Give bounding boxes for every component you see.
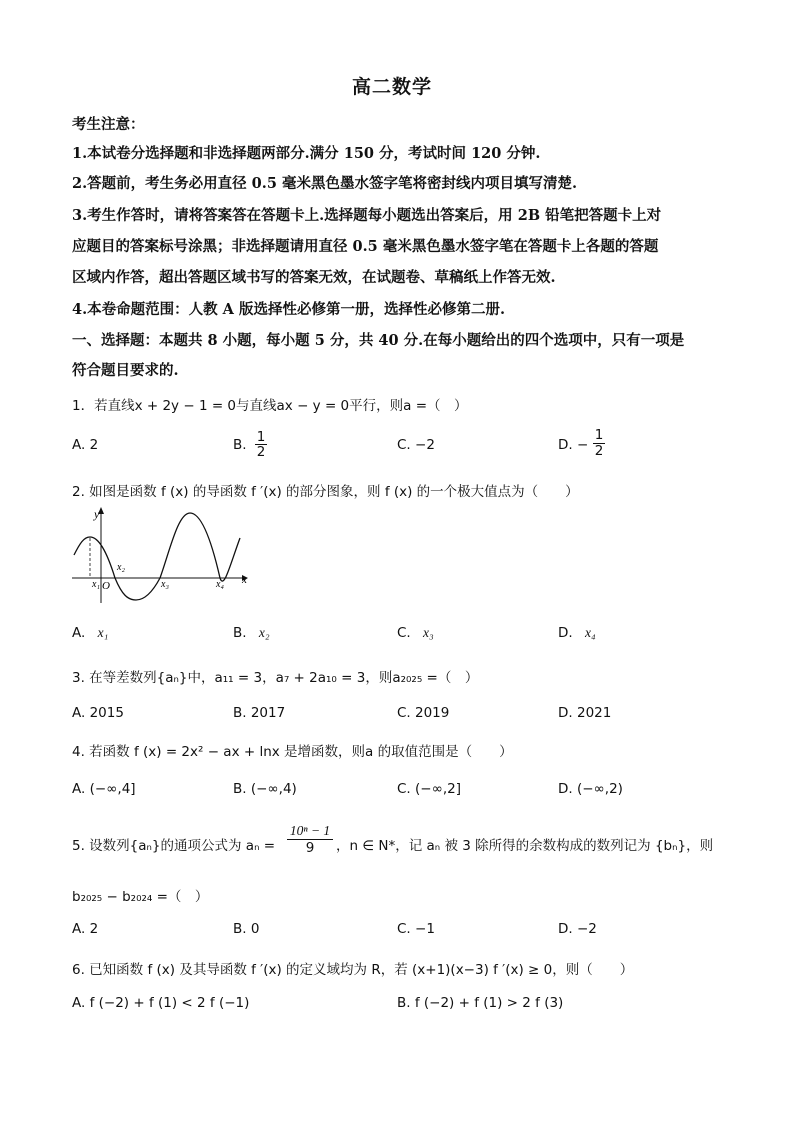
question-1-stem: 1．若直线x + 2y − 1 = 0与直线ax − y = 0平行，则a =（ ） — [72, 398, 468, 414]
graph-label-y: y — [94, 507, 100, 521]
question-5-fraction — [287, 822, 333, 857]
graph-label-origin: O — [102, 580, 110, 592]
notice-heading: 考生注意： — [72, 116, 145, 133]
fraction-denominator: 9 — [305, 840, 315, 856]
question-3-option-d: D. 2021 — [558, 705, 612, 721]
question-3-stem: 3. 在等差数列{aₙ}中，a₁₁ = 3，a₇ + 2a₁₀ = 3，则a₂₀₂₅ =（ ） — [72, 670, 479, 686]
question-5-option-b: B. 0 — [233, 921, 260, 937]
question-6-option-a: A. f (−2) + f (1) < 2 f (−1) — [72, 995, 250, 1011]
question-2-option-d — [558, 625, 596, 641]
fraction-numerator: 10ⁿ − 1 — [289, 823, 331, 838]
notice-line-1: 1.本试卷分选择题和非选择题两部分.满分 150 分，考试时间 120 分钟. — [72, 145, 541, 162]
page-title: 高二数学 — [352, 76, 433, 98]
section-heading-line-1: 一、选择题：本题共 8 小题，每小题 5 分，共 40 分.在每小题给出的四个选项中，只有一项是 — [72, 332, 685, 349]
option-letter: A. — [72, 625, 86, 641]
question-4-option-b: B. (−∞,4) — [233, 781, 297, 797]
question-5-stem-end: ，n ∈ N*，记 aₙ 被 3 除所得的余数构成的数列记为 {bₙ}，则 — [336, 838, 714, 854]
question-3-option-c: C. 2019 — [397, 705, 450, 721]
option-value: x₁ — [97, 625, 109, 640]
option-value: x₄ — [584, 625, 596, 640]
graph-label-x3: x₃ — [161, 579, 169, 590]
question-5-option-a: A. 2 — [72, 921, 99, 937]
question-6-stem: 6. 已知函数 f (x) 及其导函数 f ′(x) 的定义域均为 R，若 (x+1)(x−3) f ′(x) ≥ 0，则（ ） — [72, 962, 634, 978]
notice-line-3: 3.考生作答时，请将答案答在答题卡上.选择题每小题选出答案后，用 2B 铅笔把答题卡上对 — [72, 207, 662, 224]
question-4-option-c: C. (−∞,2] — [397, 781, 461, 797]
question-1-option-b: B. — [233, 437, 247, 453]
question-2-option-a — [72, 625, 108, 641]
graph-label-x2: x₂ — [117, 562, 125, 573]
question-1-option-d: D. − — [558, 437, 589, 453]
question-1-option-d-fraction — [593, 428, 605, 459]
question-4-option-a: A. (−∞,4] — [72, 781, 136, 797]
option-value: x₃ — [423, 625, 434, 640]
question-4-option-d: D. (−∞,2) — [558, 781, 623, 797]
question-5-option-c: C. −1 — [397, 921, 435, 937]
question-1-option-c: C. −2 — [397, 437, 435, 453]
option-letter: B. — [233, 625, 247, 641]
question-2-option-b — [233, 625, 270, 641]
question-2-stem: 2. 如图是函数 f (x) 的导函数 f ′(x) 的部分图象，则 f (x) 的一个极大值点为（ ） — [72, 484, 579, 500]
notice-line-6: 4.本卷命题范围：人教 A 版选择性必修第一册，选择性必修第二册. — [72, 301, 506, 318]
fraction-denominator: 2 — [594, 443, 604, 459]
question-6-option-b: B. f (−2) + f (1) > 2 f (3) — [397, 995, 564, 1011]
question-5-stem-start: 5. 设数列{aₙ}的通项公式为 aₙ = — [72, 838, 276, 854]
notice-line-5: 区域内作答，超出答题区域书写的答案无效，在试题卷、草稿纸上作答无效. — [72, 269, 556, 286]
fraction-numerator: 1 — [256, 429, 266, 445]
derivative-graph — [70, 505, 250, 605]
option-letter: C. — [397, 625, 411, 641]
graph-label-x: x — [242, 574, 247, 586]
section-heading-line-2: 符合题目要求的. — [72, 362, 179, 379]
question-2-option-c — [397, 625, 434, 641]
question-5-option-d: D. −2 — [558, 921, 597, 937]
question-1-option-a: A. 2 — [72, 437, 99, 453]
option-letter: D. — [558, 625, 573, 641]
notice-line-2: 2.答题前，考生务必用直径 0.5 毫米黑色墨水签字笔将密封线内项目填写清楚. — [72, 175, 578, 192]
graph-label-x4: x₄ — [216, 579, 224, 590]
question-5-stem-line-2: b₂₀₂₅ − b₂₀₂₄ =（ ） — [72, 889, 209, 905]
fraction-numerator: 1 — [594, 427, 604, 443]
option-value: x₂ — [258, 625, 270, 640]
fraction-denominator: 2 — [256, 444, 266, 460]
question-4-stem: 4. 若函数 f (x) = 2x² − ax + lnx 是增函数，则a 的取值范围是（ ） — [72, 744, 513, 760]
question-3-option-a: A. 2015 — [72, 705, 124, 721]
question-1-option-b-fraction — [255, 430, 267, 459]
graph-label-x1: x₁ — [92, 579, 100, 590]
question-3-option-b: B. 2017 — [233, 705, 286, 721]
notice-line-4: 应题目的答案标号涂黑；非选择题请用直径 0.5 毫米黑色墨水签字笔在答题卡上各题的答题 — [72, 238, 659, 255]
